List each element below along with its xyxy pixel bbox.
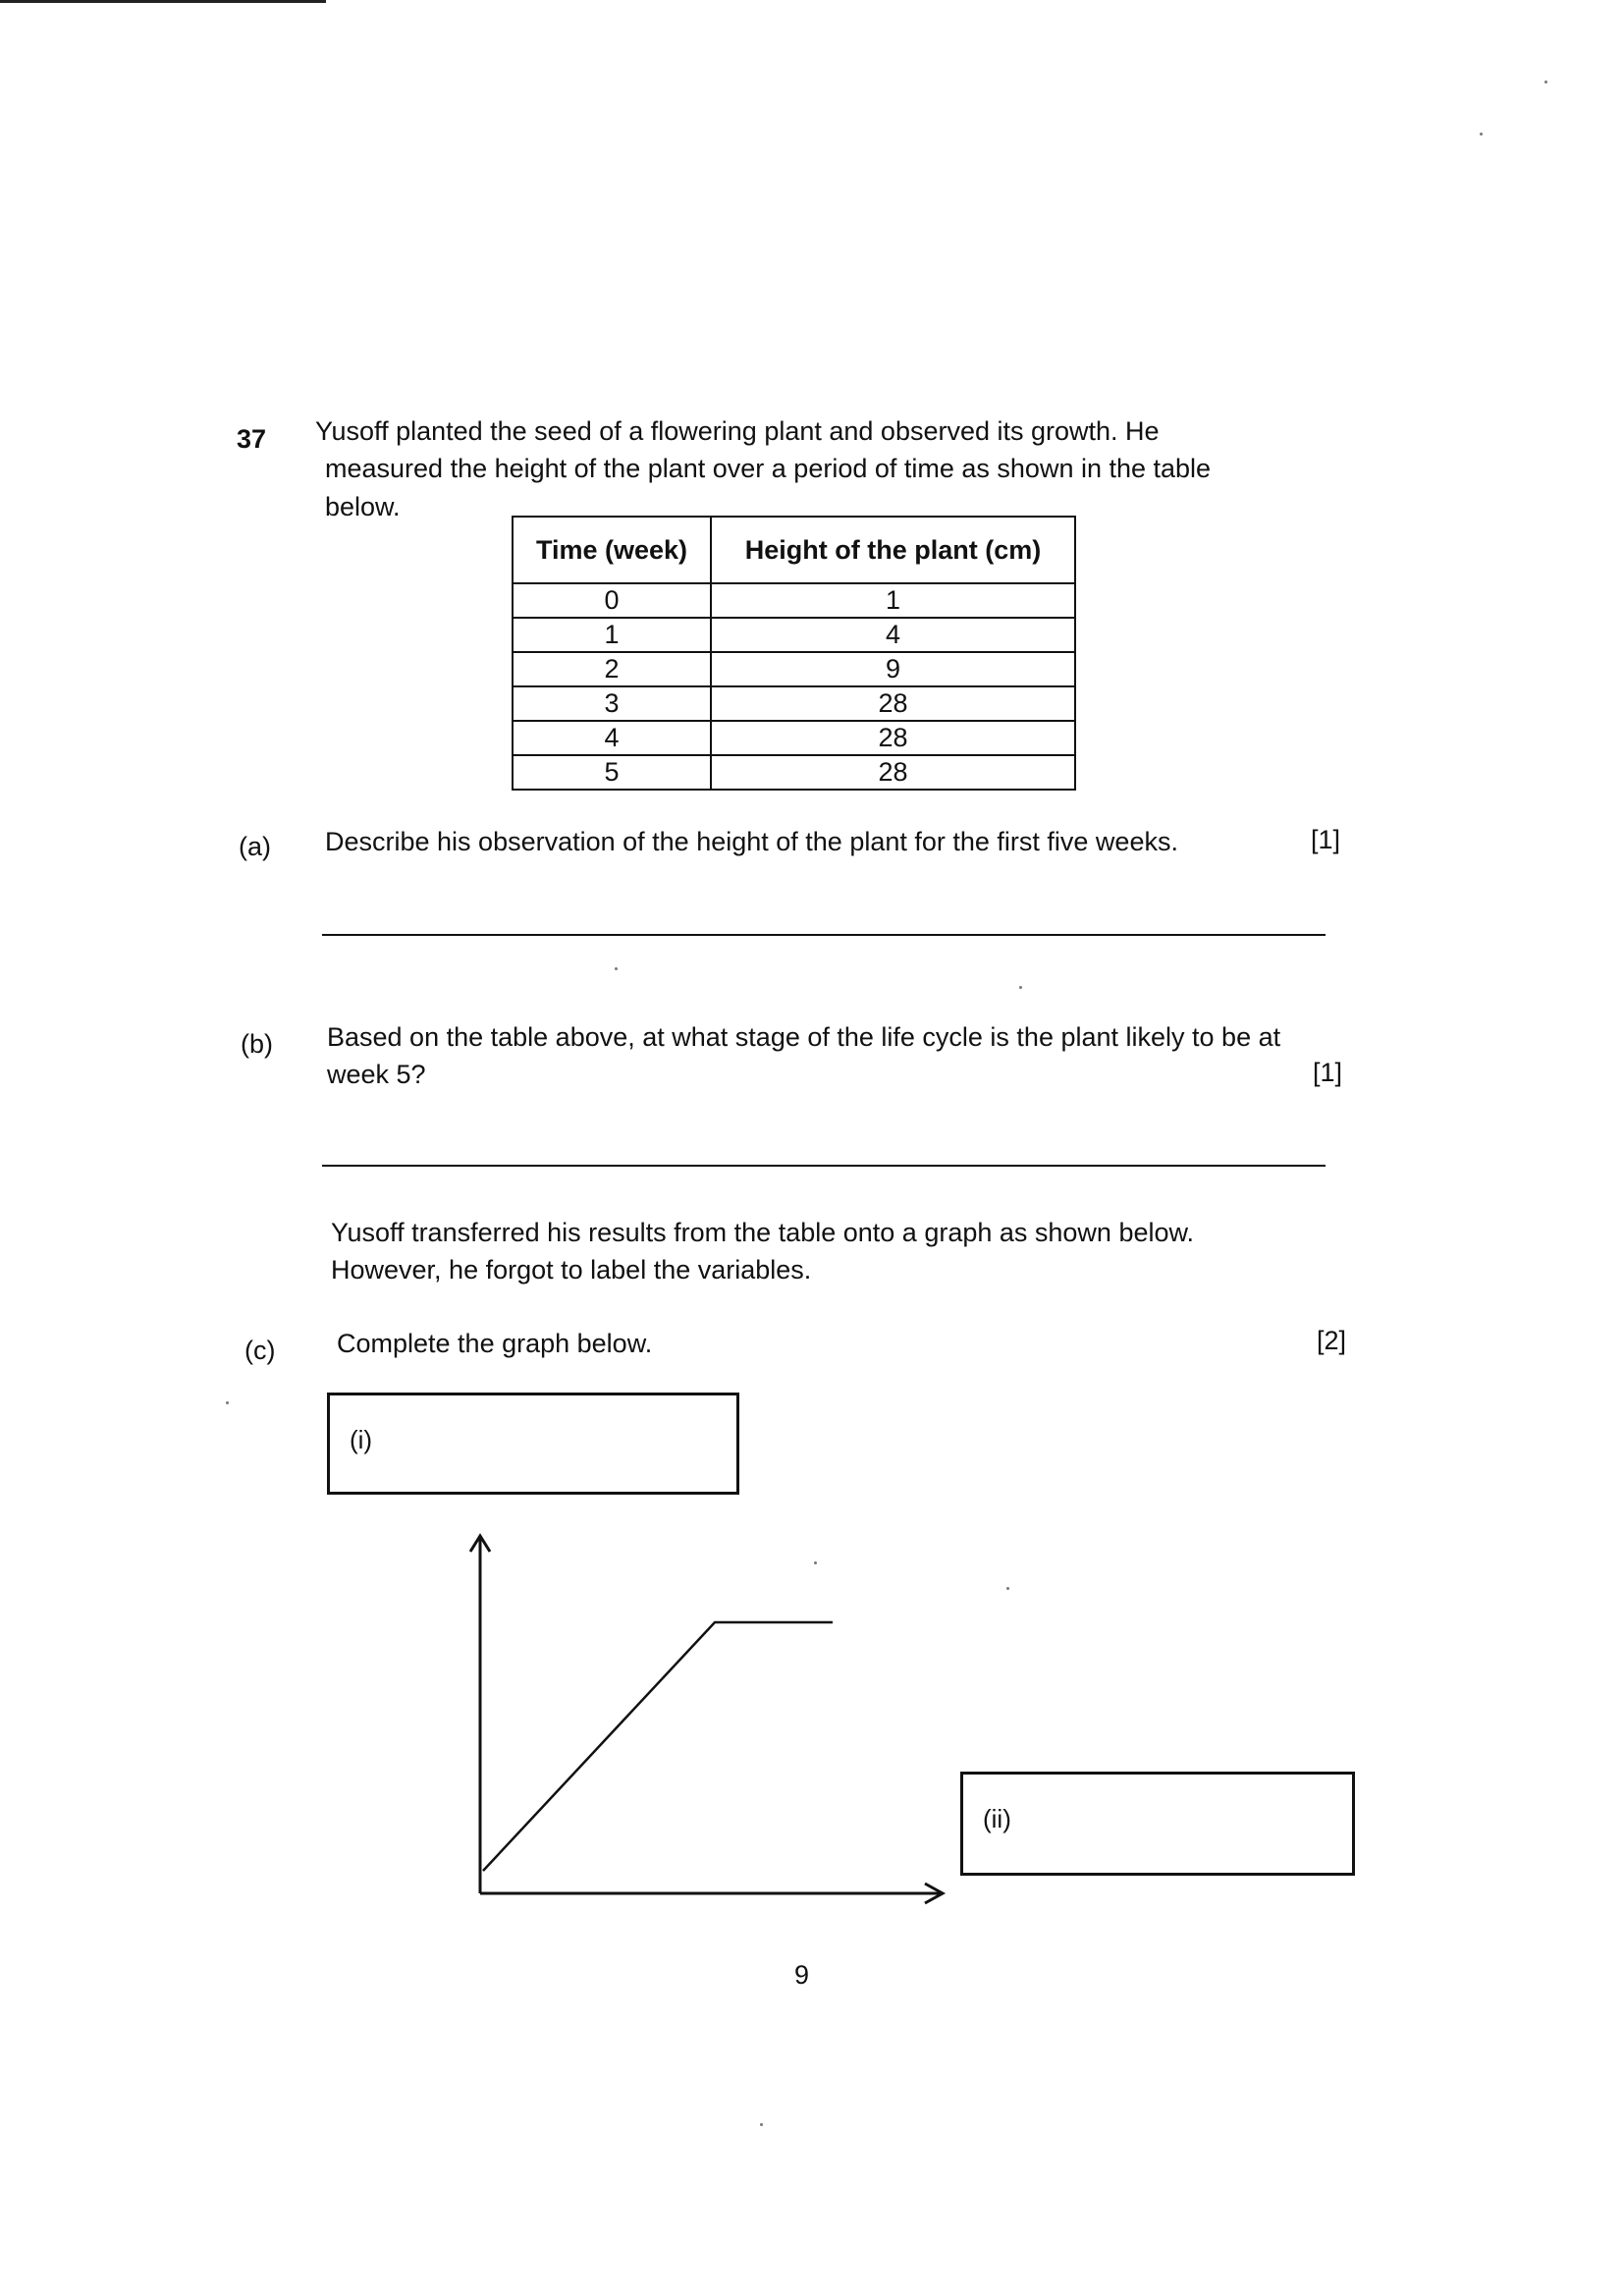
part-b-question-line1: Based on the table above, at what stage of the life cycle is the plant likely to be at	[327, 1022, 1281, 1052]
scan-speck	[760, 2123, 763, 2126]
scan-speck	[1019, 986, 1022, 989]
cell-height: 28	[711, 721, 1075, 755]
column-header-time: Time (week)	[513, 517, 711, 583]
cell-height: 1	[711, 583, 1075, 618]
transfer-note-line1: Yusoff transferred his results from the table onto a graph as shown below.	[331, 1218, 1195, 1247]
part-a-marks: [1]	[1311, 825, 1341, 854]
growth-graph	[461, 1532, 962, 1915]
column-header-height: Height of the plant (cm)	[711, 517, 1075, 583]
cell-time: 1	[513, 618, 711, 652]
question-number: 37	[237, 424, 267, 454]
part-b-answer-line[interactable]	[322, 1165, 1326, 1167]
question-intro-line1: Yusoff planted the seed of a flowering plant and observed its growth. He	[315, 416, 1160, 446]
page-number: 9	[794, 1960, 810, 1990]
scan-speck	[814, 1561, 817, 1564]
label-box-ii[interactable]	[960, 1772, 1355, 1876]
scan-speck	[615, 967, 618, 970]
label-box-i-text: (i)	[350, 1425, 373, 1454]
part-b-label: (b)	[241, 1029, 273, 1059]
part-c-marks: [2]	[1317, 1326, 1347, 1355]
cell-height: 9	[711, 652, 1075, 686]
part-c-label: (c)	[244, 1336, 276, 1365]
cell-time: 3	[513, 686, 711, 721]
cell-time: 5	[513, 755, 711, 790]
table-row	[513, 755, 1075, 790]
table-row	[513, 583, 1075, 618]
table-row	[513, 721, 1075, 755]
part-a-label: (a)	[239, 832, 271, 861]
part-b-marks: [1]	[1313, 1058, 1343, 1087]
scan-speck	[1006, 1587, 1009, 1590]
table-row	[513, 686, 1075, 721]
scan-speck	[1544, 81, 1547, 83]
growth-table	[512, 516, 1076, 791]
scan-speck	[226, 1401, 229, 1404]
growth-curve	[483, 1622, 833, 1871]
label-box-i[interactable]	[327, 1393, 739, 1495]
table-row	[513, 652, 1075, 686]
part-b-question-line2: week 5?	[327, 1060, 426, 1089]
part-a-question: Describe his observation of the height of the plant for the first five weeks.	[325, 827, 1178, 856]
transfer-note-line2: However, he forgot to label the variables.	[331, 1255, 812, 1285]
cell-height: 4	[711, 618, 1075, 652]
cell-height: 28	[711, 755, 1075, 790]
question-intro-line3: below.	[325, 492, 401, 521]
top-rule	[0, 0, 326, 3]
cell-time: 0	[513, 583, 711, 618]
table-row	[513, 618, 1075, 652]
part-a-answer-line[interactable]	[322, 934, 1326, 936]
cell-time: 4	[513, 721, 711, 755]
table-header-row	[513, 517, 1075, 583]
cell-time: 2	[513, 652, 711, 686]
question-intro-line2: measured the height of the plant over a period of time as shown in the table	[325, 454, 1212, 483]
part-c-question: Complete the graph below.	[337, 1329, 653, 1358]
cell-height: 28	[711, 686, 1075, 721]
scan-speck	[1480, 133, 1483, 136]
label-box-ii-text: (ii)	[983, 1804, 1011, 1833]
